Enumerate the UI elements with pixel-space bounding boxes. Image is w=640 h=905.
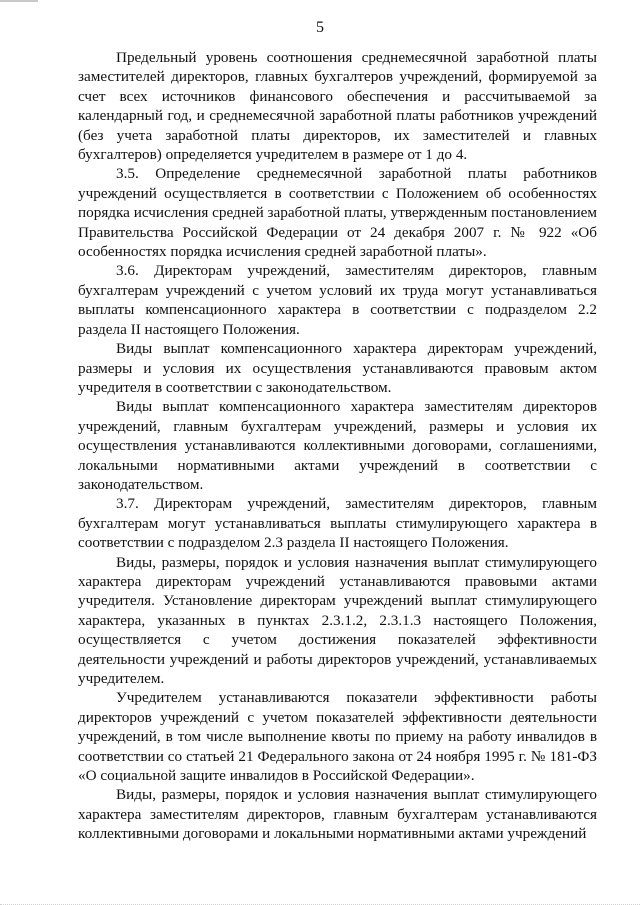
- paragraph: Виды выплат компенсационного характера директорам учреждений, размеры и условия их осуществления устанавливаются правовым актом учредителя в соответствии с законодательством.: [78, 340, 597, 396]
- paragraph: Предельный уровень соотношения среднемесячной заработной платы заместителей директоров, главных бухгалтеров учреждений, формируемой за счет всех источников финансового обеспечения и рассчитываемой за календарный год, и среднемесячной заработной платы работников учреждений (без учета заработной платы директоров, их заместителей и главных бухгалтеров) определяется учредителем в размере от 1 до 4.: [78, 49, 597, 164]
- paragraph: Виды выплат компенсационного характера заместителям директоров учреждений, главным бухгалтерам учреждений, размеры и условия их осуществления устанавливаются коллективными договорами, соглашениями, локальными нормативными актами учреждений в соответствии с законодательством.: [78, 398, 597, 493]
- paragraph: 3.6. Директорам учреждений, заместителям директоров, главным бухгалтерам учреждений с учетом условий их труда могут устанавливаться выплаты компенсационного характера в соответствии с подразделом 2.2 раздела II настоящего Положения.: [78, 262, 597, 338]
- paragraph: 3.7. Директорам учреждений, заместителям директоров, главным бухгалтерам могут устанавливаться выплаты стимулирующего характера в соответствии с подразделом 2.3 раздела II настоящего Положения.: [78, 495, 597, 552]
- document-body: [78, 48, 597, 844]
- paragraph: Виды, размеры, порядок и условия назначения выплат стимулирующего характера директорам учреждений устанавливаются правовыми актами учредителя. Установление директорам учреждений выплат стимулирующего характера, указанных в пунктах 2.3.1.2, 2.3.1.3 настоящего Положения, осуществляется с учетом достижения показателей эффективности деятельности учреждений и работы директоров учреждений, устанавливаемых учредителем.: [78, 553, 597, 687]
- scan-edge-mark: [0, 0, 38, 2]
- paragraph: Виды, размеры, порядок и условия назначения выплат стимулирующего характера заместителям директоров, главным бухгалтерам устанавливаются коллективными договорами и локальными нормативными актами учреждений: [78, 786, 597, 843]
- paragraph: 3.5. Определение среднемесячной заработной платы работников учреждений осуществляется в соответствии с Положением об особенностях порядка исчисления средней заработной платы, утвержденным постановлением Правительства Российской Федерации от 24 декабря 2007 г. № 922 «Об особенностях порядка исчисления средней заработной платы».: [78, 165, 598, 261]
- paragraph: Учредителем устанавливаются показатели эффективности работы директоров учреждений с учетом показателей эффективности деятельности учреждений, в том числе выполнение квоты по приему на работу инвалидов в соответствии со статьей 21 Федерального закона от 24 ноября 1995 г. № 181-ФЗ «О социальной защите инвалидов в Российской Федерации».: [78, 689, 597, 785]
- scan-bottom-edge: [0, 900, 640, 905]
- page-number: 5: [316, 19, 324, 36]
